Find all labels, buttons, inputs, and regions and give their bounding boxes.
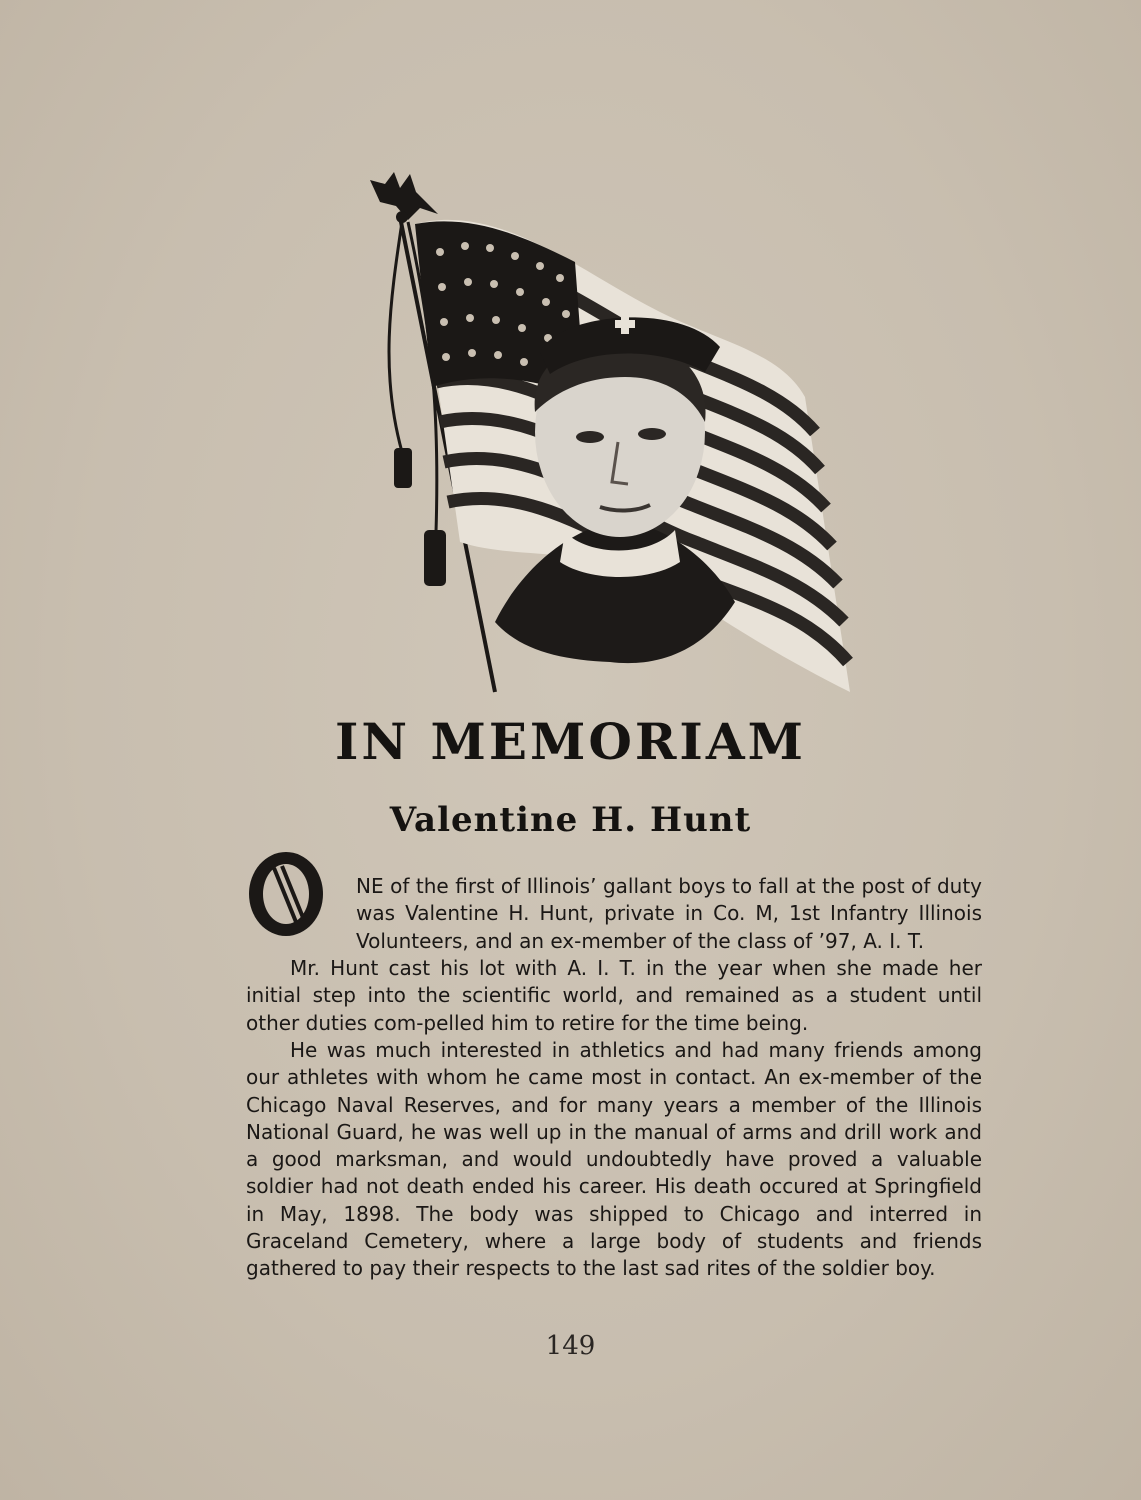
paragraph-1: NE of the first of Illinois’ gallant boys to fall at the post of duty was Valentine H. Hunt, private in Co. M, 1st Infantry Illinois Volunteers, and an ex-member of the class of ’97, A. I. T. [356, 874, 982, 953]
tassel-icon [394, 448, 412, 488]
drop-cap-o-icon [246, 848, 328, 940]
flag-cord [389, 222, 402, 452]
paragraph-3: He was much interested in athletics and had many friends among our athletes with whom he came most in contact. An ex-member of the Chicago Naval Reserves, and for many years a member of the Illinois National Guard, he was well up in the manual of arms and drill work and a good marksman, and would undoubtedly have proved a valuable soldier had not death ended his career. His death occured at Springfield in May, 1898. The body was shipped to Chicago and interred in Graceland Cemetery, where a large body of students and friends gathered to pay their respects to the last sad rites of the soldier boy. [246, 1038, 982, 1281]
page-heading: IN MEMORIAM [335, 712, 806, 771]
paragraph-2: Mr. Hunt cast his lot with A. I. T. in the year when she made her initial step into the scientific world, and remained as a student until other duties com-pelled him to retire for the time being. [246, 956, 982, 1035]
tassel-icon [424, 530, 446, 586]
memorial-name: Valentine H. Hunt [389, 800, 752, 840]
page-number: 149 [545, 1331, 596, 1361]
eagle-finial-icon [370, 172, 438, 223]
drop-cap-letter: O [246, 848, 247, 849]
flag-portrait-illustration [360, 162, 860, 697]
